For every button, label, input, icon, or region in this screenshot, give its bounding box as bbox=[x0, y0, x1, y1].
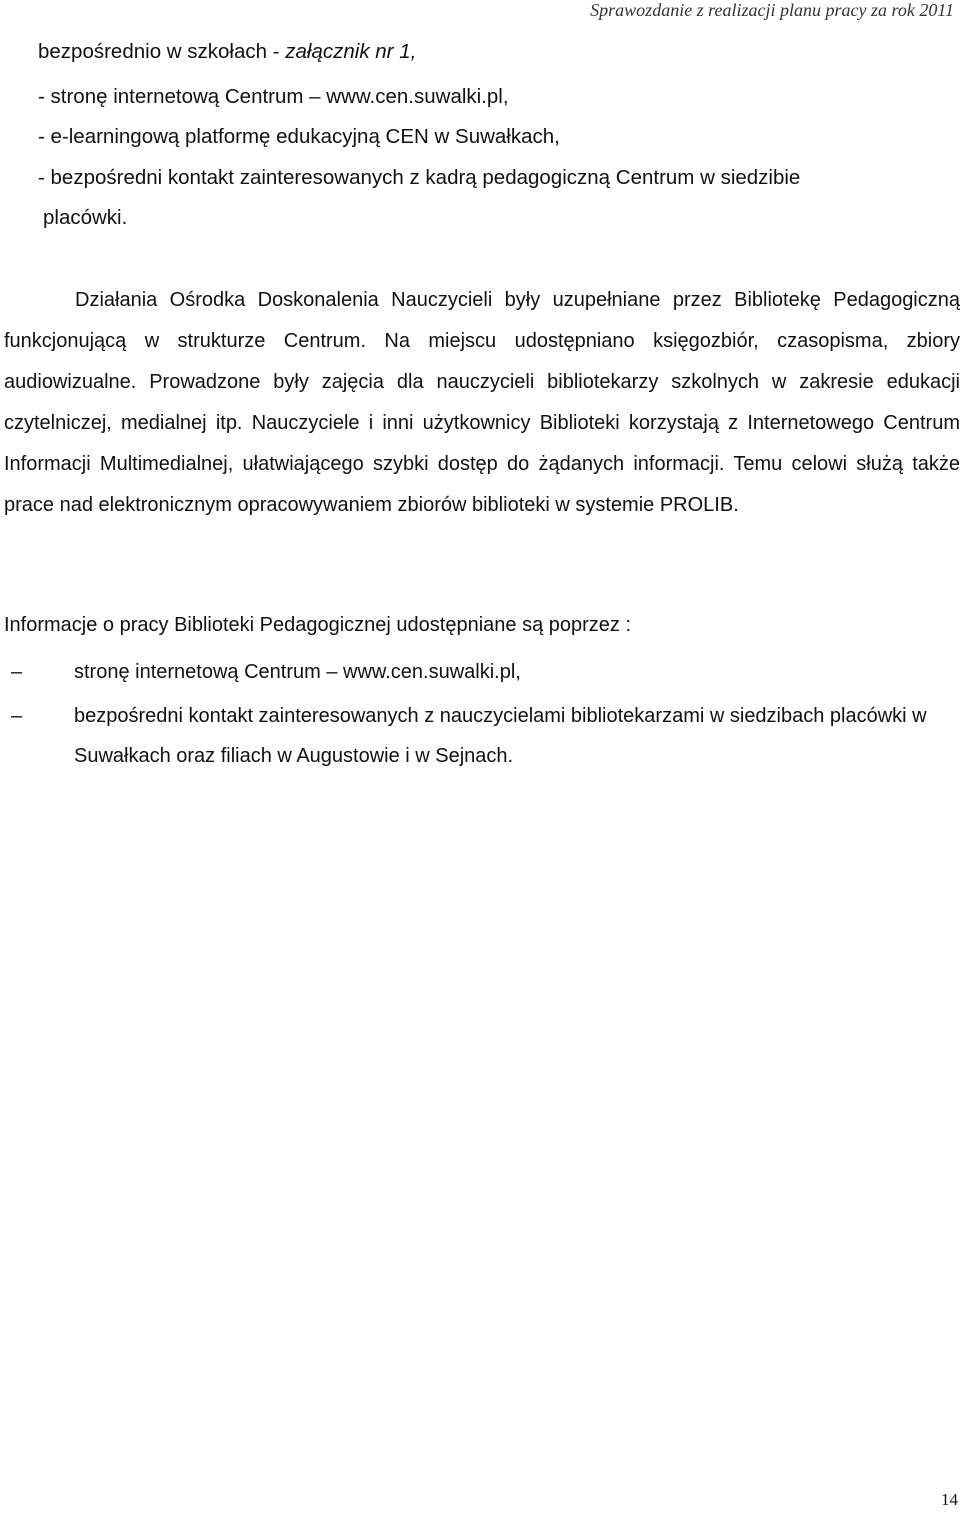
intro-line-1-text: bezpośrednio w szkołach - bbox=[38, 40, 286, 63]
list-item-text: bezpośredni kontakt zainteresowanych z nauczycielami bibliotekarzami w siedzibach placówki w Suwałkach oraz filiach w Augustowie i w Sejnach. bbox=[74, 705, 927, 767]
intro-line-3: - e-learningową platformę edukacyjną CEN w Suwałkach, bbox=[38, 125, 560, 148]
intro-line-2: - stronę internetową Centrum – www.cen.suwalki.pl, bbox=[38, 85, 509, 108]
intro-line-4: - bezpośredni kontakt zainteresowanych z kadrą pedagogiczną Centrum w siedzibie bbox=[38, 166, 801, 189]
library-info-list bbox=[0, 652, 940, 780]
dash-bullet-icon: – bbox=[11, 705, 23, 727]
list-item-text: stronę internetową Centrum – www.cen.suwalki.pl, bbox=[74, 661, 521, 683]
running-header: Sprawozdanie z realizacji planu pracy za rok 2011 bbox=[590, 0, 954, 20]
intro-line-5: placówki. bbox=[43, 206, 128, 229]
dash-bullet-icon: – bbox=[11, 661, 23, 683]
library-paragraph-text: Działania Ośrodka Doskonalenia Nauczycieli były uzupełniane przez Bibliotekę Pedagogiczną funkcjonującą w strukturze Centrum. Na miejscu udostępniano księgozbiór, czasopisma, zbiory audiowizualne. Prowadzone były zajęcia dla nauczycieli bibliotekarzy szkolnych w zakresie edukacji czytelniczej, medialnej itp. Nauczyciele i inni użytkownicy Biblioteki korzystają z Internetowego Centrum Informacji Multimedialnej, ułatwiającego szybki dostęp do żądanych informacji. Temu celowi służą także prace nad elektronicznym opracowywaniem zbiorów biblioteki w systemie PROLIB. bbox=[4, 289, 960, 516]
intro-line-1 bbox=[38, 40, 416, 64]
list-item bbox=[0, 696, 940, 776]
list-item bbox=[0, 652, 940, 692]
attachment-reference: załącznik nr 1, bbox=[285, 40, 417, 63]
page-number: 14 bbox=[941, 1490, 958, 1509]
library-info-intro: Informacje o pracy Biblioteki Pedagogicznej udostępniane są poprzez : bbox=[4, 614, 632, 636]
library-paragraph bbox=[4, 280, 960, 526]
